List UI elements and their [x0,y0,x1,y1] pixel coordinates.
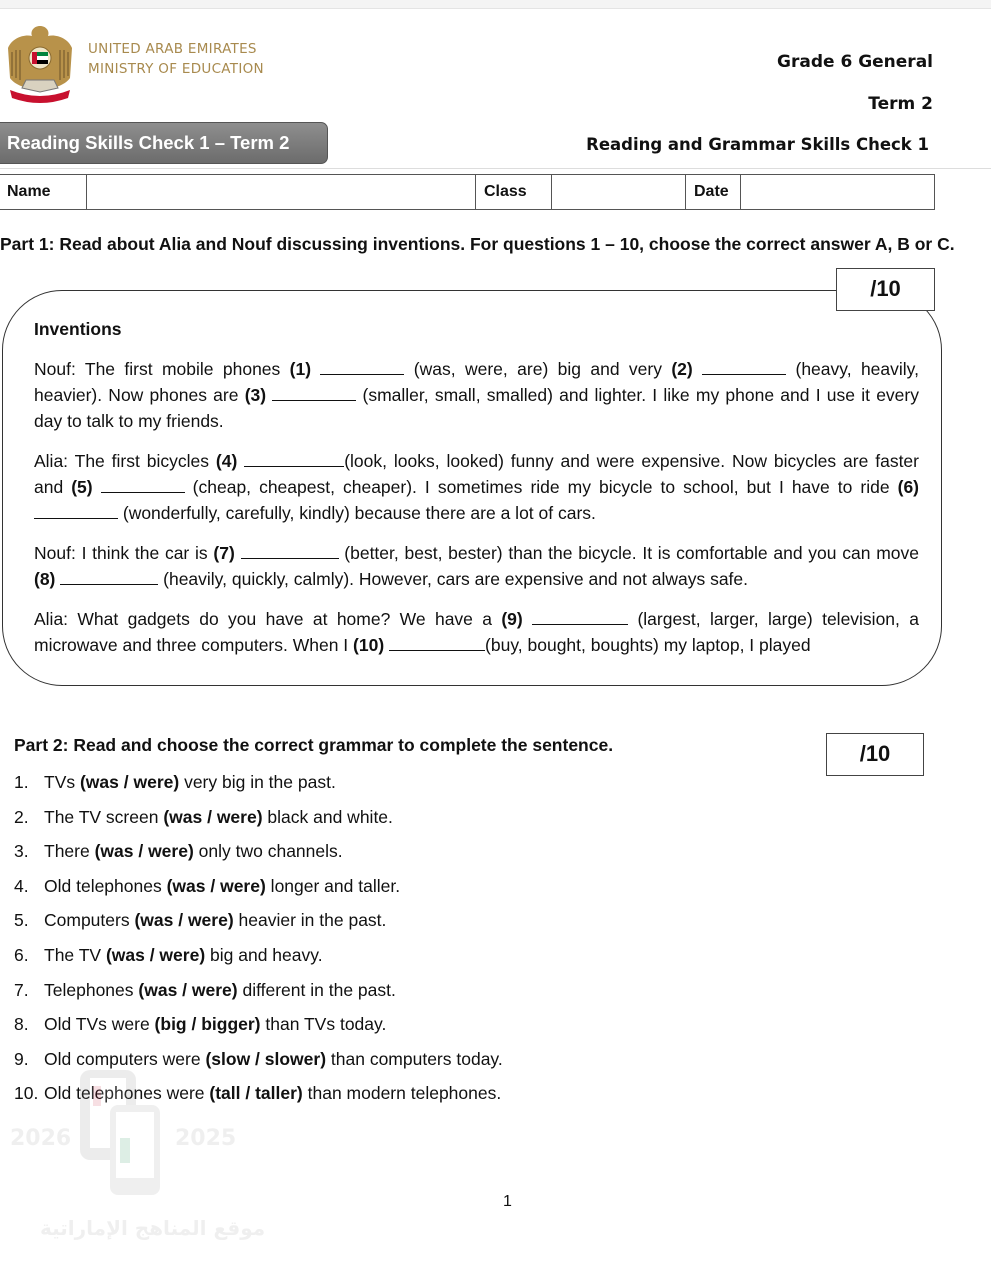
grammar-choice[interactable]: (was / were) [94,841,194,862]
date-label: Date [686,175,741,210]
paragraph-nouf-2: Nouf: I think the car is (7) (better, best, bester) than the bicycle. It is comfortable and you can move (8) (heavily, quickly, calmly). However, cars are expensive and not always safe. [34,543,919,589]
answer-blank-4[interactable] [244,452,344,467]
date-field[interactable] [741,175,935,210]
grammar-item: 3. There (was / were) only two channels. [14,841,343,862]
svg-text:2025: 2025 [175,1126,237,1151]
uae-emblem-icon [4,22,76,104]
question-number: (5) [71,477,93,497]
name-label: Name [0,175,87,210]
page-number: 1 [503,1193,512,1210]
passage-title: Inventions [34,319,122,339]
answer-blank-10[interactable] [389,636,485,651]
paragraph-alia-2: Alia: What gadgets do you have at home? We have a (9) (largest, larger, large) television, a microwave and three computers. When I (10) (buy, bought, boughts) my laptop, I played [34,609,919,655]
grammar-item: 8. Old TVs were (big / bigger) than TVs today. [14,1014,387,1035]
answer-blank-5[interactable] [101,478,185,493]
grammar-choice[interactable]: (was / were) [79,772,180,792]
top-bar [0,0,991,9]
question-number: (7) [213,543,235,563]
name-field[interactable] [87,175,476,210]
part1-instruction: Part 1: Read about Alia and Nouf discussing inventions. For questions 1 – 10, choose the correct answer A, B or C. [0,234,955,254]
question-number: (9) [501,609,523,629]
grammar-item: 7. Telephones (was / were) different in the past. [14,979,396,1000]
class-field[interactable] [552,175,686,210]
question-number: (1) [289,359,312,379]
svg-text:موقع المناهج الإماراتية: موقع المناهج الإماراتية [40,1216,266,1240]
part2-score-box: /10 [826,733,924,776]
ministry-heading [88,39,264,79]
grammar-choice[interactable]: (was / were) [163,806,263,827]
student-info-table [0,174,935,210]
answer-blank-8[interactable] [60,570,158,585]
answer-blank-3[interactable] [272,386,356,401]
grammar-choice[interactable]: (big / bigger) [154,1014,261,1035]
grammar-item: 10. Old telephones were (tall / taller) than modern telephones. [14,1083,502,1104]
question-number: (8) [34,569,56,589]
grammar-item: 9. Old computers were (slow / slower) than computers today. [14,1048,503,1069]
part2-instruction: Part 2: Read and choose the correct grammar to complete the sentence. [14,735,614,755]
answer-blank-2[interactable] [702,360,786,375]
part1-score-box: /10 [836,268,935,311]
grammar-item: 5. Computers (was / were) heavier in the past. [14,910,387,931]
term-label: Term 2 [868,94,933,114]
svg-text:2026: 2026 [10,1126,72,1151]
answer-blank-1[interactable] [320,360,404,375]
grammar-choice[interactable]: (was / were) [166,875,266,896]
paragraph-alia-1: Alia: The first bicycles (4) (look, looks, looked) funny and were expensive. Now bicycles are faster and (5) (cheap, cheapest, cheaper). I sometimes ride my bicycle to school, but I have to ride (6) (wonderfully, carefully, kindly) because there are a lot of cars. [34,451,920,523]
divider [0,168,991,169]
ministry-line-2: MINISTRY OF EDUCATION [88,61,264,77]
question-number: (4) [215,451,238,471]
answer-blank-7[interactable] [241,544,339,559]
grammar-choice[interactable]: (slow / slower) [205,1048,327,1069]
grammar-item: 4. Old telephones (was / were) longer and taller. [14,875,401,896]
class-label: Class [476,175,552,210]
question-number: (2) [671,359,693,379]
question-number: (3) [244,385,267,405]
answer-blank-6[interactable] [34,504,118,519]
grammar-item: 6. The TV (was / were) big and heavy. [14,944,323,965]
question-number: (6) [897,477,920,497]
question-number: (10) [353,635,385,655]
title-pill: Reading Skills Check 1 – Term 2 [0,122,328,164]
passage [34,316,919,672]
grammar-choice[interactable]: (was / were) [138,979,238,1000]
grammar-item: 1. TVs (was / were) very big in the past. [14,772,336,792]
grammar-choice[interactable]: (tall / taller) [209,1083,303,1104]
grammar-choice[interactable]: (was / were) [134,910,234,931]
paragraph-nouf-1: Nouf: The first mobile phones (1) (was, were, are) big and very (2) (heavy, heavily, heavier). Now phones are (3) (smaller, small, smalled) and lighter. I like my phone and I use it every day to talk to my friends. [34,359,919,431]
answer-blank-9[interactable] [532,610,628,625]
grammar-choice[interactable]: (was / were) [105,944,206,965]
ministry-line-1: UNITED ARAB EMIRATES [88,41,257,57]
grade-label: Grade 6 General [777,52,933,72]
grammar-questions [14,768,503,1114]
grammar-item: 2. The TV screen (was / were) black and white. [14,806,393,827]
subtitle: Reading and Grammar Skills Check 1 [586,135,929,154]
